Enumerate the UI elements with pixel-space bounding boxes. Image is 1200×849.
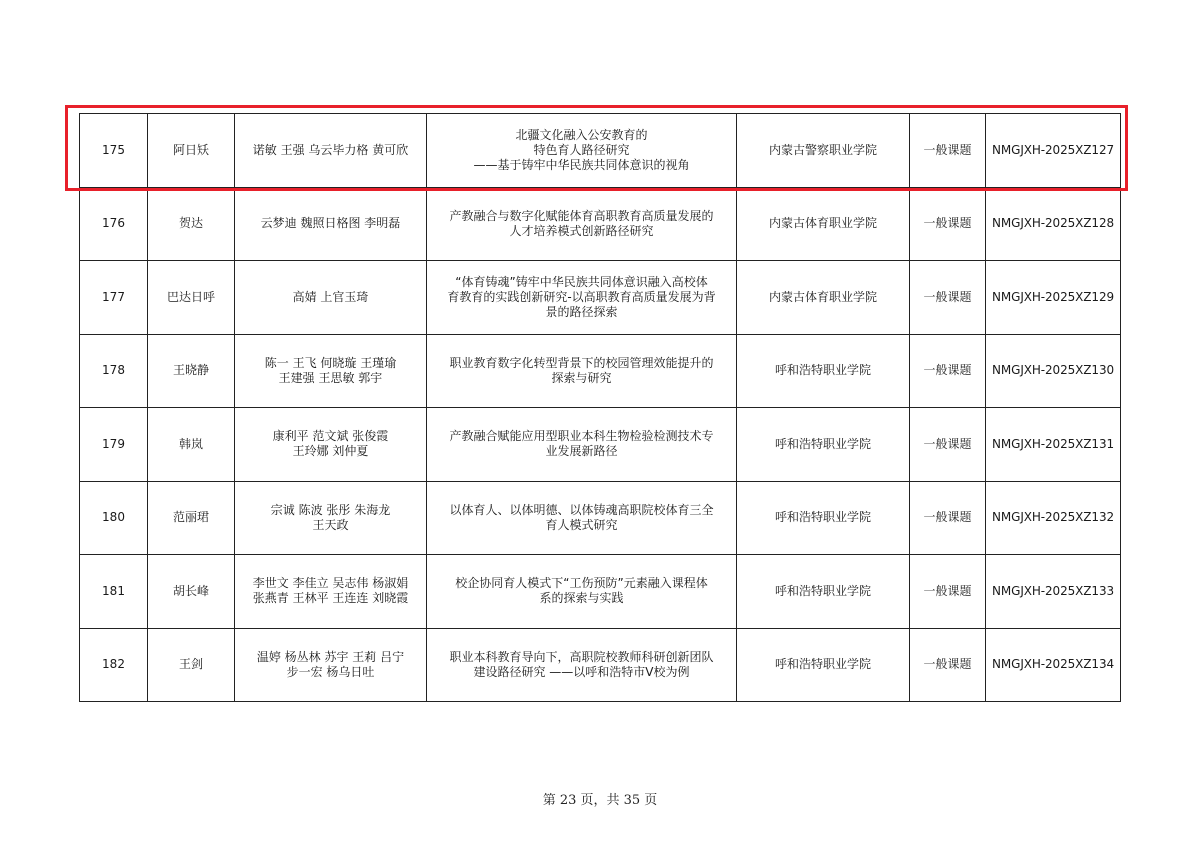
team-members-line: 温婷 杨丛林 苏宇 王莉 吕宁 bbox=[256, 649, 405, 664]
project-topic-line: ——基于铸牢中华民族共同体意识的视角 bbox=[473, 157, 690, 172]
project-topic-line: 职业本科教育导向下，高职院校教师科研创新团队 bbox=[449, 649, 714, 664]
team-members-line: 宗诚 陈波 张彤 朱海龙 bbox=[270, 502, 391, 517]
project-topic-line: 校企协同育人模式下“工伤预防”元素融入课程体 bbox=[455, 576, 708, 591]
team-members-line: 王天政 bbox=[312, 517, 349, 532]
team-members-line: 步一宏 杨乌日吐 bbox=[286, 664, 375, 679]
project-table bbox=[79, 113, 1121, 702]
table-row bbox=[80, 481, 1121, 555]
project-code: NMGJXH-2025XZ132 bbox=[986, 481, 1121, 555]
project-type: 一般课题 bbox=[910, 555, 986, 629]
team-members-line: 陈一 王飞 何晓璇 王瑾瑜 bbox=[264, 355, 397, 370]
institution: 呼和浩特职业学院 bbox=[737, 555, 910, 629]
row-number: 180 bbox=[80, 481, 148, 555]
team-members-line: 云梦迪 魏照日格图 李明磊 bbox=[260, 216, 401, 231]
institution: 呼和浩特职业学院 bbox=[737, 481, 910, 555]
row-number: 179 bbox=[80, 408, 148, 482]
project-topic-line: 系的探索与实践 bbox=[539, 591, 624, 606]
project-leader: 王晓静 bbox=[148, 334, 235, 408]
project-type: 一般课题 bbox=[910, 261, 986, 335]
project-topic bbox=[427, 555, 737, 629]
table-row bbox=[80, 555, 1121, 629]
project-topic bbox=[427, 334, 737, 408]
table-row bbox=[80, 628, 1121, 702]
row-number: 175 bbox=[80, 114, 148, 188]
institution: 内蒙古警察职业学院 bbox=[737, 114, 910, 188]
team-members bbox=[235, 628, 427, 702]
project-type: 一般课题 bbox=[910, 481, 986, 555]
project-topic-line: 产教融合赋能应用型职业本科生物检验检测技术专 bbox=[449, 429, 714, 444]
project-topic-line: 特色育人路径研究 bbox=[533, 142, 630, 157]
team-members bbox=[235, 481, 427, 555]
row-number: 178 bbox=[80, 334, 148, 408]
project-type: 一般课题 bbox=[910, 628, 986, 702]
row-number: 176 bbox=[80, 187, 148, 261]
project-code: NMGJXH-2025XZ129 bbox=[986, 261, 1121, 335]
project-code: NMGJXH-2025XZ128 bbox=[986, 187, 1121, 261]
project-topic bbox=[427, 261, 737, 335]
project-type: 一般课题 bbox=[910, 114, 986, 188]
project-type: 一般课题 bbox=[910, 187, 986, 261]
team-members-line: 李世文 李佳立 吴志伟 杨淑娟 bbox=[252, 576, 409, 591]
project-leader: 韩岚 bbox=[148, 408, 235, 482]
project-leader: 贺达 bbox=[148, 187, 235, 261]
institution: 呼和浩特职业学院 bbox=[737, 408, 910, 482]
row-number: 182 bbox=[80, 628, 148, 702]
project-topic-line: 探索与研究 bbox=[551, 370, 612, 385]
table-row bbox=[80, 187, 1121, 261]
project-topic bbox=[427, 628, 737, 702]
project-leader: 王剑 bbox=[148, 628, 235, 702]
project-topic-line: 建设路径研究 ——以呼和浩特市V校为例 bbox=[473, 664, 690, 679]
team-members bbox=[235, 187, 427, 261]
institution: 呼和浩特职业学院 bbox=[737, 628, 910, 702]
project-topic-line: 以体育人、以体明德、以体铸魂高职院校体育三全 bbox=[449, 502, 714, 517]
institution: 呼和浩特职业学院 bbox=[737, 334, 910, 408]
project-topic-line: 人才培养模式创新路径研究 bbox=[509, 223, 654, 238]
team-members-line: 康利平 范文斌 张俊霞 bbox=[272, 429, 389, 444]
project-topic bbox=[427, 408, 737, 482]
table-row bbox=[80, 114, 1121, 188]
team-members bbox=[235, 334, 427, 408]
project-code: NMGJXH-2025XZ130 bbox=[986, 334, 1121, 408]
team-members-line: 王建强 王思敏 郭宇 bbox=[278, 370, 383, 385]
project-topic-line: “体育铸魂”铸牢中华民族共同体意识融入高校体 bbox=[455, 274, 708, 289]
project-leader: 胡长峰 bbox=[148, 555, 235, 629]
project-topic-line: 育教育的实践创新研究-以高职教育高质量发展为背 bbox=[447, 289, 716, 304]
team-members bbox=[235, 261, 427, 335]
project-code: NMGJXH-2025XZ131 bbox=[986, 408, 1121, 482]
project-topic-line: 北疆文化融入公安教育的 bbox=[515, 127, 648, 142]
project-code: NMGJXH-2025XZ134 bbox=[986, 628, 1121, 702]
project-topic bbox=[427, 187, 737, 261]
project-code: NMGJXH-2025XZ127 bbox=[986, 114, 1121, 188]
institution: 内蒙古体育职业学院 bbox=[737, 261, 910, 335]
row-number: 177 bbox=[80, 261, 148, 335]
page-number: 第 23 页，共 35 页 bbox=[542, 793, 658, 808]
project-topic-line: 职业教育数字化转型背景下的校园管理效能提升的 bbox=[449, 355, 714, 370]
project-topic-line: 产教融合与数字化赋能体育高职教育高质量发展的 bbox=[449, 208, 714, 223]
project-topic bbox=[427, 114, 737, 188]
team-members-line: 王玲娜 刘仲夏 bbox=[292, 444, 369, 459]
project-leader: 阿日矨 bbox=[148, 114, 235, 188]
project-topic-line: 业发展新路径 bbox=[545, 444, 618, 459]
table-row bbox=[80, 408, 1121, 482]
row-number: 181 bbox=[80, 555, 148, 629]
project-type: 一般课题 bbox=[910, 334, 986, 408]
table-body bbox=[80, 114, 1121, 702]
team-members-line: 诺敏 王强 乌云毕力格 黄可欣 bbox=[252, 142, 409, 157]
project-type: 一般课题 bbox=[910, 408, 986, 482]
table-row bbox=[80, 261, 1121, 335]
project-leader: 巴达日呼 bbox=[148, 261, 235, 335]
team-members-line: 张燕青 王林平 王连连 刘晓霞 bbox=[252, 591, 409, 606]
project-leader: 范丽珺 bbox=[148, 481, 235, 555]
table-row bbox=[80, 334, 1121, 408]
project-topic-line: 育人模式研究 bbox=[545, 517, 618, 532]
project-code: NMGJXH-2025XZ133 bbox=[986, 555, 1121, 629]
team-members bbox=[235, 408, 427, 482]
project-topic bbox=[427, 481, 737, 555]
team-members bbox=[235, 555, 427, 629]
project-topic-line: 景的路径探索 bbox=[545, 304, 618, 319]
team-members bbox=[235, 114, 427, 188]
institution: 内蒙古体育职业学院 bbox=[737, 187, 910, 261]
team-members-line: 高婧 上官玉琦 bbox=[292, 289, 369, 304]
